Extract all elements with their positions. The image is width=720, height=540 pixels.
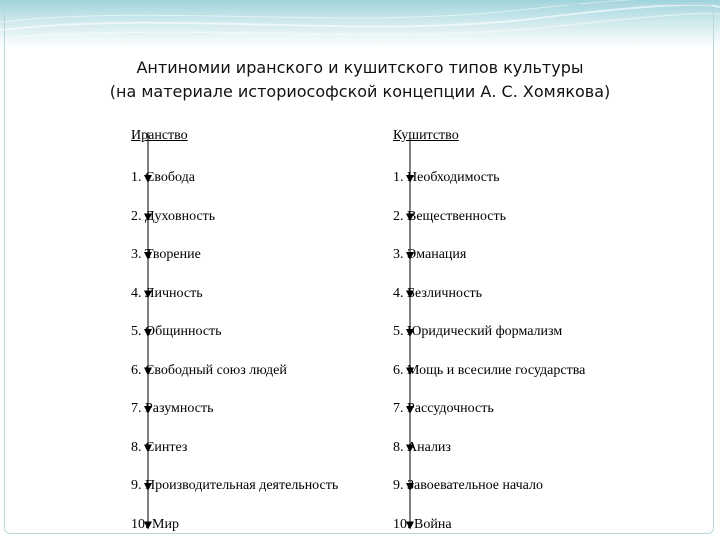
left-item-10: 10. Мир — [131, 516, 179, 532]
right-item-9: 9. Завоевательное начало — [393, 478, 543, 493]
right-item-4: 4. Безличность — [393, 285, 483, 301]
right-item-2: 2. Вещественность — [393, 208, 507, 224]
left-item-7: 7. Разумность — [131, 401, 214, 416]
left-item-5: 5. Общинность — [131, 324, 222, 339]
column-header-iranstvo: Иранство — [131, 128, 188, 143]
left-item-3: 3. Творение — [131, 247, 201, 262]
right-item-8: 8. Анализ — [393, 439, 451, 455]
slide-title — [0, 56, 720, 104]
title-line-2: (на материале историософской концепции А. С. Хомякова) — [109, 82, 611, 101]
right-item-3: 3. Эманация — [393, 247, 467, 262]
left-item-1: 1. Свобода — [131, 170, 195, 185]
right-item-7: 7. Рассудочность — [393, 401, 494, 416]
left-item-2: 2. Духовность — [131, 208, 216, 224]
right-item-10: 10. Война — [393, 516, 452, 532]
left-item-6: 6. Свободный союз людей — [131, 362, 287, 378]
right-item-1: 1. Необходимость — [393, 170, 500, 185]
title-line-1: Антиномии иранского и кушитского типов культуры — [136, 58, 584, 77]
left-item-8: 8. Синтез — [131, 439, 188, 455]
right-item-6: 6. Мощь и всесилие государства — [393, 362, 586, 378]
column-header-kushitstvo: Кушитство — [393, 128, 459, 143]
right-item-5: 5. Юридический формализм — [393, 324, 563, 339]
left-item-4: 4. Личность — [131, 285, 203, 301]
left-item-9: 9. Производительная деятельность — [131, 478, 339, 493]
